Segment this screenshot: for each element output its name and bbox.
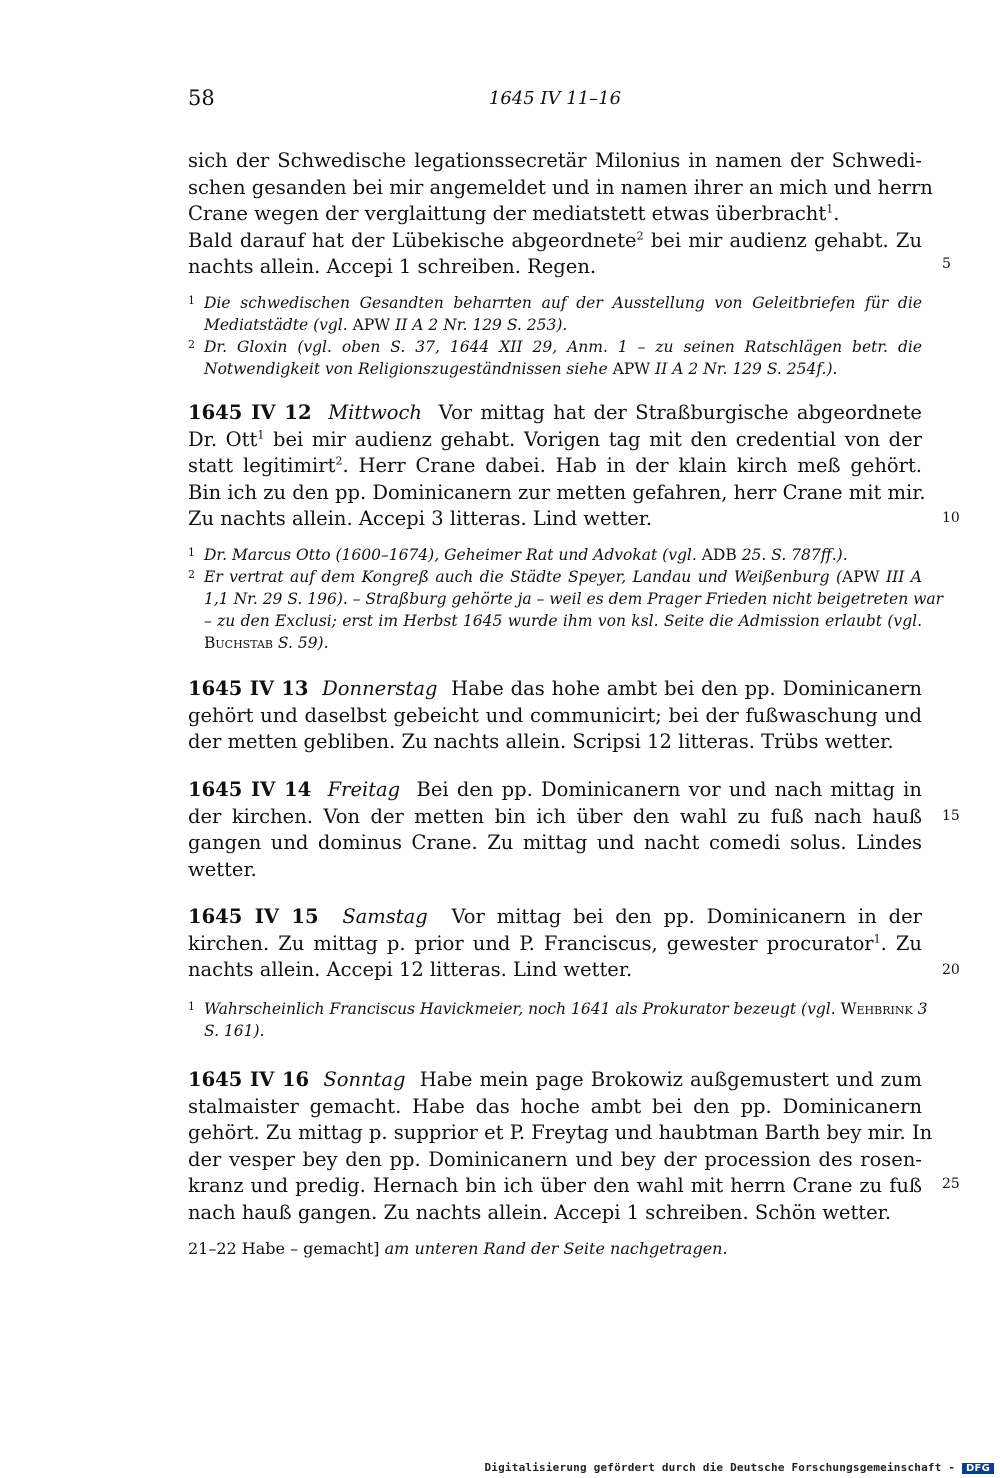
entry-1645-iv-14 — [188, 777, 922, 883]
entry-day: Donnerstag — [322, 677, 438, 700]
text-line: sich der Schwedische legationssecretär Milonius in namen der Schwedi- — [188, 149, 922, 172]
page-number: 58 — [188, 86, 215, 110]
entry-1645-iv-12 — [188, 400, 926, 533]
critical-apparatus — [188, 1238, 922, 1260]
footnote-c — [188, 998, 928, 1042]
footnote-cont: Notwendigkeit von Religionszugeständnissen siehe APW II A 2 Nr. 129 S. 254f.). — [204, 360, 838, 378]
line-number: 25 — [942, 1176, 960, 1192]
footnote-cont: Mediatstädte (vgl. APW II A 2 Nr. 129 S. 253). — [204, 316, 568, 334]
text-line: Zu nachts allein. Accepi 3 litteras. Lind wetter. — [188, 507, 653, 530]
footnote: 1 Wahrscheinlich Franciscus Havickmeier, noch 1641 als Prokurator bezeugt (vgl. Wehbrink 3 — [188, 1000, 928, 1018]
entry-date: 1645 IV 16 — [188, 1068, 310, 1091]
entry-day: Freitag — [327, 778, 401, 801]
text-line: nachts allein. Accepi 1 schreiben. Regen. — [188, 255, 597, 278]
footnote-cont: S. 161). — [204, 1022, 265, 1040]
line-number: 15 — [942, 808, 960, 824]
text-line: Bald darauf hat der Lübekische abgeordnete$^2$ bei mir audienz gehabt. Zu — [188, 228, 923, 252]
text-line: Crane wegen der verglaittung der mediatstett etwas überbracht$^1$. — [188, 202, 840, 225]
text-line: nach hauß gangen. Zu nachts allein. Accepi 1 schreiben. Schön wetter. — [188, 1200, 892, 1224]
entry-date: 1645 IV 14 — [188, 778, 312, 801]
dfg-footer — [484, 1461, 994, 1474]
footnote-ref: 1 — [257, 428, 265, 441]
text-line: 1645 IV 13 Donnerstag Habe das hohe ambt bei den pp. Dominicanern — [188, 677, 922, 700]
footnote-ref: 1 — [826, 202, 834, 216]
entry-day: Samstag — [342, 905, 428, 928]
apparatus-note: am unteren Rand der Seite nachgetragen. — [384, 1239, 728, 1258]
line-number: 20 — [942, 962, 960, 978]
footnote: 2 Er vertrat auf dem Kongreß auch die Städte Speyer, Landau und Weißenburg (APW III A — [188, 568, 922, 586]
text-line: 1645 IV 15 Samstag Vor mittag bei den pp. Dominicanern in der — [188, 905, 922, 928]
footnote-cont: – zu den Exclusi; erst im Herbst 1645 wurde ihm von ksl. Seite die Admission erlaubt (vgl. — [204, 612, 922, 630]
footnote: 1 Dr. Marcus Otto (1600–1674), Geheimer Rat und Advokat (vgl. ADB 25. S. 787ff.). — [188, 546, 848, 564]
footnote: 1 Die schwedischen Gesandten beharrten auf der Ausstellung von Geleitbriefen für die — [188, 294, 922, 312]
apparatus-ref: 21–22 Habe – gemacht] — [188, 1239, 380, 1258]
footnote-ref: 2 — [636, 229, 644, 242]
text-line: stalmaister gemacht. Habe das hoche ambt bei den pp. Dominicanern — [188, 1094, 922, 1118]
footnotes-a — [188, 292, 922, 380]
footnote-cont: 1,1 Nr. 29 S. 196). – Straßburg gehörte ja – weil es dem Prager Frieden nicht beigetreten war — [204, 590, 944, 608]
running-header — [188, 86, 922, 116]
text-line: der kirchen. Von der metten bin ich über den wahl zu fuß nach hauß — [188, 804, 922, 828]
entry-date: 1645 IV 12 — [188, 401, 312, 424]
text-line: 1645 IV 12 Mittwoch Vor mittag hat der Straßburgische abgeordnete — [188, 401, 922, 424]
text-line: kirchen. Zu mittag p. prior und P. Franciscus, gewester procurator$^1$. Zu — [188, 931, 922, 955]
entry-1645-iv-16 — [188, 1067, 933, 1226]
entry-day: Sonntag — [323, 1068, 406, 1091]
text-line: Dr. Ott$^1$ bei mir audienz gehabt. Vorigen tag mit den credential von der — [188, 427, 923, 451]
running-title: 1645 IV 11–16 — [488, 88, 622, 109]
footnotes-b — [188, 544, 944, 654]
text-line: der metten gebliben. Zu nachts allein. Scripsi 12 litteras. Trübs wetter. — [188, 730, 894, 753]
entry-1645-iv-15 — [188, 904, 922, 984]
text-line: wetter. — [188, 857, 257, 881]
intro-paragraph — [188, 148, 933, 281]
text-line: 1645 IV 14 Freitag Bei den pp. Dominicanern vor und nach mittag in — [188, 778, 922, 801]
text-line: 1645 IV 16 Sonntag Habe mein page Brokowiz außgemustert und zum — [188, 1068, 922, 1091]
text-line: gehört. Zu mittag p. supprior et P. Freytag und haubtman Barth bey mir. In — [188, 1121, 933, 1144]
footnote: 2 Dr. Gloxin (vgl. oben S. 37, 1644 XII 29, Anm. 1 – zu seinen Ratschlägen betr. die — [188, 338, 922, 356]
footnote-cont: Buchstab S. 59). — [204, 634, 329, 652]
text-line: kranz und predig. Hernach bin ich über den wahl mit herrn Crane zu fuß — [188, 1174, 922, 1197]
footnote-ref: 1 — [873, 932, 881, 945]
footer-text: Digitalisierung gefördert durch die Deutsche Forschungsgemeinschaft - — [484, 1461, 956, 1474]
text-line: gangen und dominus Crane. Zu mittag und nacht comedi solus. Lindes — [188, 831, 922, 854]
entry-date: 1645 IV 13 — [188, 677, 309, 700]
entry-date: 1645 IV 15 — [188, 905, 319, 928]
text-line: der vesper bey den pp. Dominicanern und bey der procession des rosen- — [188, 1147, 922, 1171]
dfg-logo: DFG — [962, 1463, 994, 1474]
text-line: gehört und daselbst gebeicht und communicirt; bei der fußwaschung und — [188, 703, 922, 727]
footnote-ref: 2 — [335, 454, 343, 468]
text-line: Bin ich zu den pp. Dominicanern zur metten gefahren, herr Crane mit mir. — [188, 480, 926, 504]
text-line: nachts allein. Accepi 12 litteras. Lind wetter. — [188, 958, 633, 981]
entry-1645-iv-13 — [188, 676, 922, 756]
text-line: statt legitimirt$^2$. Herr Crane dabei. Hab in der klain kirch meß gehört. — [188, 454, 922, 477]
line-number: 10 — [942, 510, 960, 526]
entry-day: Mittwoch — [328, 401, 422, 424]
text-line: schen gesanden bei mir angemeldet und in namen ihrer an mich und herrn — [188, 175, 933, 199]
line-number: 5 — [942, 256, 951, 272]
